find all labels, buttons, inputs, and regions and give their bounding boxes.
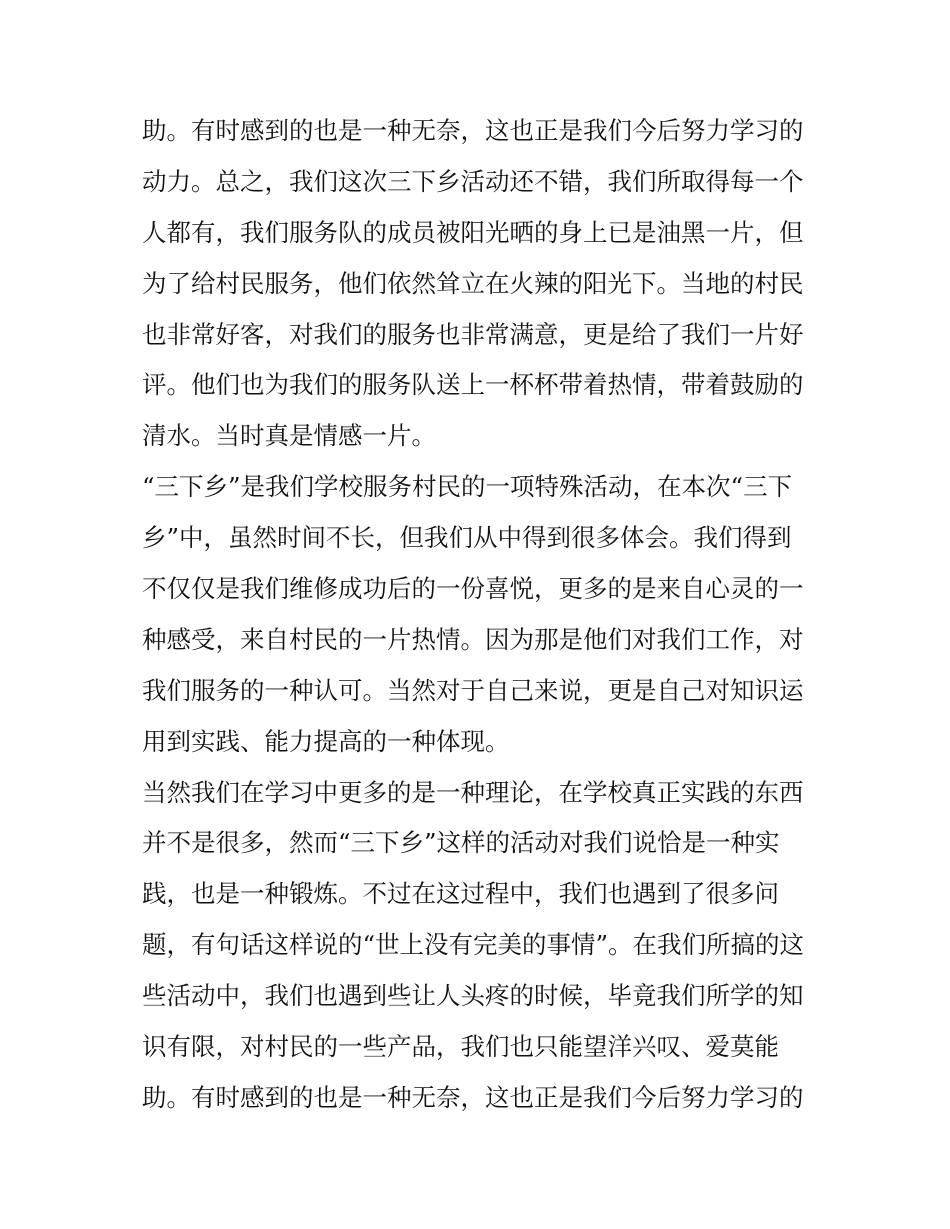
text-line: 践，也是一种锻炼。不过在这过程中，我们也遇到了很多问 — [142, 879, 779, 909]
text-line: 人都有，我们服务队的成员被阳光晒的身上已是油黑一片，但 — [142, 217, 804, 247]
text-line: 些活动中，我们也遇到些让人头疼的时候，毕竟我们所学的知 — [142, 981, 804, 1011]
text-line: 识有限，对村民的一些产品，我们也只能望洋兴叹、爱莫能 — [142, 1032, 779, 1062]
text-line: 评。他们也为我们的服务队送上一杯杯带着热情，带着鼓励的 — [142, 370, 804, 400]
text-line: 清水。当时真是情感一片。 — [142, 421, 436, 451]
text-line: 乡”中，虽然时间不长，但我们从中得到很多体会。我们得到 — [142, 523, 792, 553]
text-line: 为了给村民服务，他们依然耸立在火辣的阳光下。当地的村民 — [142, 268, 804, 298]
document-body — [142, 106, 822, 1124]
text-line: 动力。总之，我们这次三下乡活动还不错，我们所取得每一个 — [142, 166, 804, 196]
text-line: 用到实践、能力提高的一种体现。 — [142, 726, 510, 756]
text-line: 也非常好客，对我们的服务也非常满意，更是给了我们一片好 — [142, 319, 804, 349]
text-line: 题，有句话这样说的“世上没有完美的事情”。在我们所搞的这 — [142, 930, 805, 960]
text-line: “三下乡”是我们学校服务村民的一项特殊活动，在本次“三下 — [142, 472, 793, 502]
text-line: 助。有时感到的也是一种无奈，这也正是我们今后努力学习的 — [142, 116, 804, 145]
text-line: 当然我们在学习中更多的是一种理论，在学校真正实践的东西 — [142, 777, 804, 807]
text-line: 不仅仅是我们维修成功后的一份喜悦，更多的是来自心灵的一 — [142, 574, 804, 604]
text-line: 助。有时感到的也是一种无奈，这也正是我们今后努力学习的 — [142, 1082, 804, 1112]
text-line: 我们服务的一种认可。当然对于自己来说，更是自己对知识运 — [142, 675, 804, 705]
text-line: 种感受，来自村民的一片热情。因为那是他们对我们工作，对 — [142, 624, 804, 654]
text-line: 并不是很多，然而“三下乡”这样的活动对我们说恰是一种实 — [142, 828, 780, 858]
